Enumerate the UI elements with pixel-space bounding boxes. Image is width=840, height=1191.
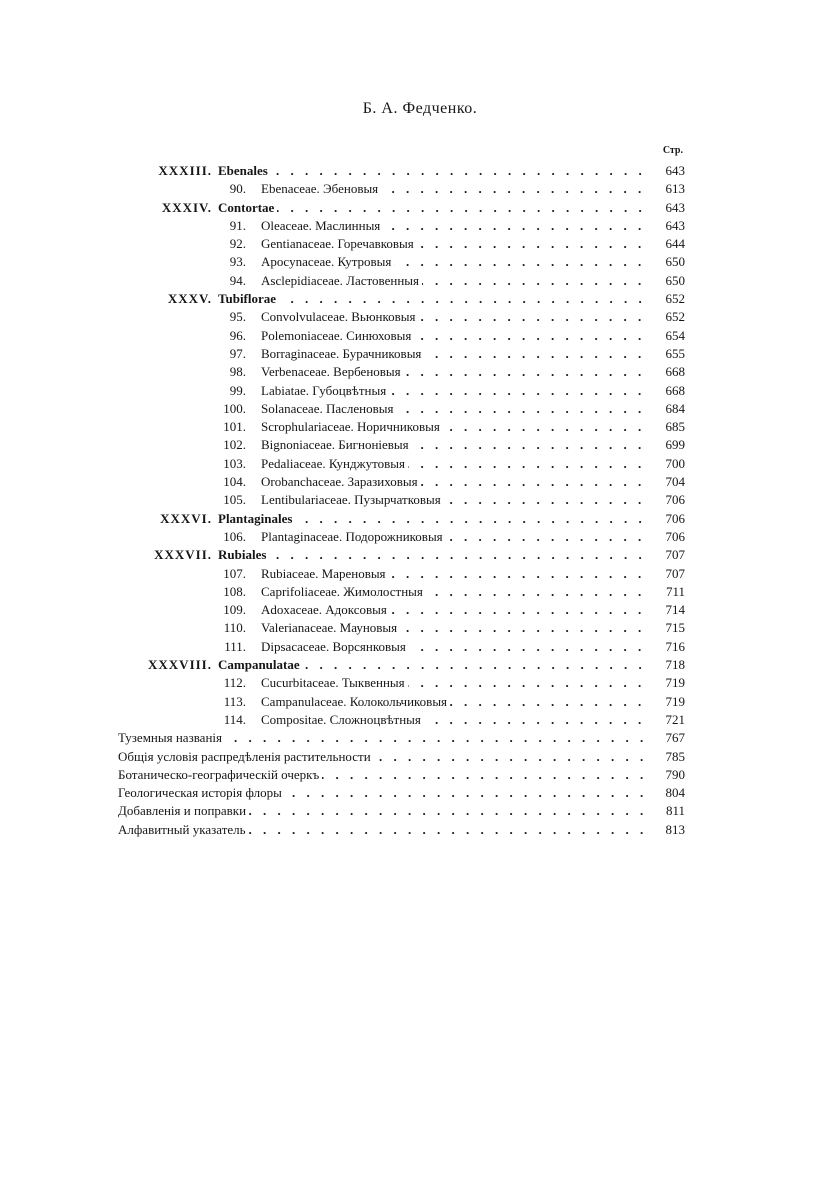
family-number: 93.	[229, 254, 246, 270]
page-number: 813	[665, 821, 685, 837]
page-number: 652	[665, 291, 685, 307]
entry-title-leader	[261, 235, 647, 253]
entry-title-leader	[261, 400, 647, 418]
page-number: 706	[665, 492, 685, 508]
family-number: 111.	[224, 638, 246, 654]
toc-entry-family	[118, 638, 685, 656]
entry-title: Lentibulariaceae. Пузырчатковыя	[261, 492, 444, 507]
entry-title-leader	[261, 619, 647, 637]
family-number: 100.	[223, 400, 246, 416]
entry-title-leader	[261, 601, 647, 619]
family-number: 104.	[223, 474, 246, 490]
family-number: 112.	[223, 675, 246, 691]
entry-title-leader	[118, 729, 647, 747]
entry-title-leader	[261, 436, 647, 454]
page-number: 714	[665, 602, 685, 618]
page-number: 811	[665, 803, 685, 819]
entry-title-leader	[261, 528, 647, 546]
entry-title-leader	[261, 272, 647, 290]
entry-title: Gentianaceae. Горечавковыя	[261, 236, 417, 251]
family-number: 105.	[223, 492, 246, 508]
toc-entry-family	[118, 436, 685, 454]
page-number: 643	[665, 163, 685, 178]
toc-entry-family	[118, 235, 685, 253]
toc-entry-family	[118, 601, 685, 619]
page-number: 685	[665, 419, 685, 435]
entry-title: Compositae. Сложноцвѣтныя	[261, 712, 424, 727]
page-number: 790	[665, 766, 685, 782]
entry-title-leader	[261, 638, 647, 656]
page-number: 707	[665, 565, 685, 581]
entry-title: Adoxaceae. Адоксовыя	[261, 602, 390, 617]
entry-title-leader	[261, 674, 647, 692]
page-number: 719	[665, 693, 685, 709]
entry-title-leader	[218, 510, 647, 528]
entry-title: Borraginaceae. Бурачниковыя	[261, 346, 424, 361]
page-number: 668	[665, 382, 685, 398]
entry-title-leader	[118, 802, 647, 820]
entry-title: Contortae	[218, 200, 277, 215]
entry-title: Туземныя названія	[118, 730, 225, 745]
toc-entry-general	[118, 784, 685, 802]
page-number: 719	[665, 675, 685, 691]
page-number: 804	[665, 785, 685, 801]
toc-entry-family	[118, 711, 685, 729]
entry-title: Caprifoliaceae. Жимолостныя	[261, 584, 426, 599]
entry-title-leader	[261, 473, 647, 491]
entry-title: Asclepidiaceae. Ластовенныя	[261, 273, 422, 288]
order-number: XXXVI.	[160, 510, 212, 526]
entry-title: Campanulatae	[218, 657, 303, 672]
family-number: 110.	[223, 620, 246, 636]
entry-title-leader	[261, 345, 647, 363]
toc-entry-family	[118, 565, 685, 583]
family-number: 107.	[223, 565, 246, 581]
entry-title-leader	[218, 162, 647, 180]
entry-title-leader	[261, 327, 647, 345]
toc-entry-family	[118, 253, 685, 271]
entry-title-leader	[261, 217, 647, 235]
entry-title-leader	[218, 290, 647, 308]
toc-entry-family	[118, 400, 685, 418]
toc-entry-order	[118, 510, 685, 528]
entry-title: Dipsacaceae. Ворсянковыя	[261, 639, 409, 654]
family-number: 98.	[229, 364, 246, 380]
entry-title: Геологическая исторія флоры	[118, 785, 285, 800]
entry-title-leader	[118, 784, 647, 802]
toc-entry-family	[118, 363, 685, 381]
entry-title: Добавленія и поправки	[118, 803, 249, 818]
page-number: 716	[665, 638, 685, 654]
family-number: 97.	[229, 345, 246, 361]
toc-entry-family	[118, 693, 685, 711]
entry-title-leader	[261, 711, 647, 729]
toc-entry-order	[118, 162, 685, 180]
entry-title: Ebenales	[218, 163, 271, 178]
entry-title-leader	[118, 748, 647, 766]
running-header: Б. А. Федченко.	[362, 100, 478, 117]
page-number: 668	[665, 364, 685, 380]
entry-title-leader	[118, 766, 647, 784]
toc-entry-general	[118, 748, 685, 766]
page-number: 767	[665, 730, 685, 746]
family-number: 103.	[223, 455, 246, 471]
entry-title: Ботаническо-географическій очеркъ	[118, 767, 322, 782]
entry-title: Pedaliaceae. Кунджутовыя	[261, 456, 408, 471]
family-number: 99.	[229, 382, 246, 398]
family-number: 92.	[229, 236, 246, 252]
toc-entry-family	[118, 382, 685, 400]
entry-title-leader	[218, 546, 647, 564]
entry-title: Orobanchaceae. Заразиховыя	[261, 474, 421, 489]
page-number: 706	[665, 528, 685, 544]
entry-title: Solanaceae. Пасленовыя	[261, 401, 396, 416]
entry-title-leader	[261, 253, 647, 271]
family-number: 101.	[223, 419, 246, 435]
toc-entry-family	[118, 491, 685, 509]
page-number: 655	[665, 345, 685, 361]
toc-entry-family	[118, 418, 685, 436]
page-number: 643	[665, 199, 685, 215]
order-number: XXXIV.	[161, 199, 212, 215]
page-number: 721	[665, 711, 685, 727]
toc-entry-family	[118, 583, 685, 601]
entry-title-leader	[261, 363, 647, 381]
family-number: 91.	[229, 217, 246, 233]
entry-title-leader	[261, 418, 647, 436]
toc-entry-general	[118, 802, 685, 820]
family-number: 109.	[223, 602, 246, 618]
page-number: 654	[665, 327, 685, 343]
family-number: 113.	[223, 693, 246, 709]
toc-entry-family	[118, 455, 685, 473]
entry-title: Plantaginales	[218, 511, 295, 526]
toc-entry-family	[118, 327, 685, 345]
toc-entry-family	[118, 619, 685, 637]
family-number: 96.	[229, 327, 246, 343]
page-number: 785	[665, 748, 685, 764]
toc-entry-order	[118, 656, 685, 674]
toc-entry-order	[118, 199, 685, 217]
entry-title: Cucurbitaceae. Тыквенныя	[261, 675, 408, 690]
entry-title: Polemoniaceae. Синюховыя	[261, 328, 414, 343]
entry-title: Convolvulaceae. Вьюнковыя	[261, 309, 419, 324]
toc-entry-general	[118, 766, 685, 784]
entry-title: Scrophulariaceae. Норичниковыя	[261, 419, 443, 434]
entry-title: Rubiaceae. Мареновыя	[261, 566, 389, 581]
page-number: 613	[665, 181, 685, 197]
page-number: 715	[665, 620, 685, 636]
entry-title-leader	[261, 583, 647, 601]
entry-title-leader	[261, 491, 647, 509]
page-number: 700	[665, 455, 685, 471]
order-number: XXXIII.	[158, 163, 212, 178]
page-number: 650	[665, 272, 685, 288]
entry-title-leader	[218, 656, 647, 674]
entry-title-leader	[261, 565, 647, 583]
toc-entry-general	[118, 729, 685, 747]
toc-entry-family	[118, 217, 685, 235]
entry-title: Plantaginaceae. Подорожниковыя	[261, 529, 446, 544]
entry-title-leader	[261, 180, 647, 198]
toc-entry-family	[118, 528, 685, 546]
family-number: 94.	[229, 272, 246, 288]
family-number: 90.	[229, 181, 246, 197]
entry-title-leader	[261, 382, 647, 400]
entry-title: Bignoniaceae. Бигноніевыя	[261, 437, 412, 452]
entry-title: Verbenaceae. Вербеновыя	[261, 364, 404, 379]
page-number: 704	[665, 474, 685, 490]
entry-title: Общія условія распредѣленія растительности	[118, 749, 374, 764]
entry-title: Rubiales	[218, 547, 269, 562]
toc-entry-order	[118, 290, 685, 308]
toc-entry-family	[118, 308, 685, 326]
entry-title-leader	[261, 693, 647, 711]
family-number: 106.	[223, 528, 246, 544]
entry-title-leader	[261, 308, 647, 326]
entry-title-leader	[218, 199, 647, 217]
family-number: 108.	[223, 583, 246, 599]
page-column-label: Стр.	[662, 145, 683, 156]
order-number: XXXVIII.	[148, 657, 212, 673]
toc-entry-family	[118, 473, 685, 491]
toc-entry-order	[118, 546, 685, 564]
page-number: 706	[665, 510, 685, 526]
family-number: 114.	[223, 711, 246, 727]
page-number: 699	[665, 437, 685, 453]
entry-title-leader	[261, 455, 647, 473]
entry-title-leader	[118, 821, 647, 839]
toc-entry-family	[118, 272, 685, 290]
order-number: XXXV.	[167, 291, 212, 307]
entry-title: Алфавитный указатель	[118, 822, 249, 837]
entry-title: Tubiflorae	[218, 291, 279, 306]
toc-entry-family	[118, 180, 685, 198]
toc-entry-family	[118, 674, 685, 692]
page-number: 718	[665, 657, 685, 673]
page-number: 650	[665, 254, 685, 270]
page-number: 711	[665, 583, 685, 599]
page-number: 684	[665, 400, 685, 416]
entry-title: Labiatae. Губоцвѣтныя	[261, 383, 389, 398]
page-number: 644	[665, 236, 685, 252]
page-number: 652	[665, 309, 685, 325]
family-number: 102.	[223, 437, 246, 453]
page-number: 643	[665, 217, 685, 233]
entry-title: Valerianaceae. Мауновыя	[261, 620, 400, 635]
toc-entry-family	[118, 345, 685, 363]
page-number: 707	[665, 547, 685, 563]
entry-title: Campanulaceae. Колокольчиковыя	[261, 694, 450, 709]
entry-title: Ebenaceae. Эбеновыя	[261, 181, 381, 196]
family-number: 95.	[229, 309, 246, 325]
table-of-contents	[118, 162, 685, 839]
entry-title: Oleaceae. Маслинныя	[261, 218, 383, 233]
entry-title: Apocynaceae. Кутровыя	[261, 254, 394, 269]
order-number: XXXVII.	[154, 547, 212, 563]
toc-entry-general	[118, 821, 685, 839]
